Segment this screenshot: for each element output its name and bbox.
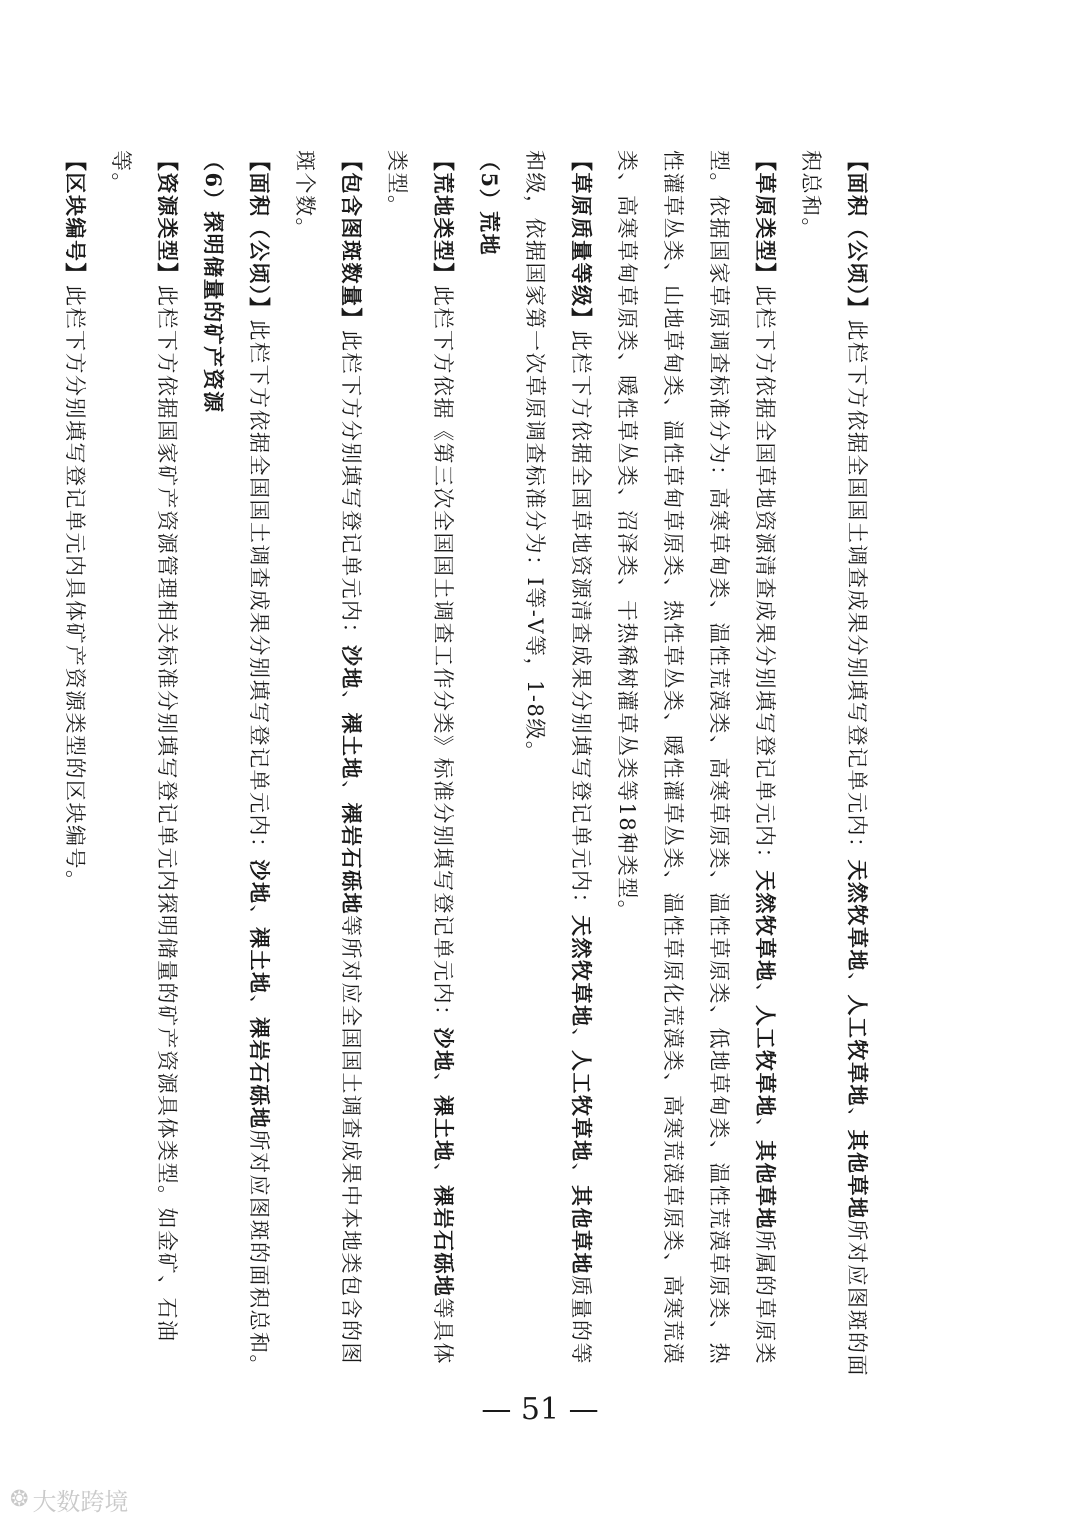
bold-term: 其他草地 <box>845 1129 870 1220</box>
paragraph-label: 【面积（公顷）】 <box>247 150 272 320</box>
text-run: 此栏下方依据全国国土调查成果分别填写登记单元内： <box>247 319 271 860</box>
text-run: 、 <box>247 994 271 1017</box>
paragraph <box>604 150 788 1380</box>
text-run: 、 <box>569 1162 593 1185</box>
bold-term: 裸土地 <box>247 927 272 995</box>
bold-term: 天然牧草地 <box>569 915 594 1028</box>
bold-term: 裸岩石砾地 <box>247 1017 272 1130</box>
paragraph <box>374 150 466 1380</box>
text-run: 所属的草原类型。依据国家草原调查标准分为：高寒草甸类、温性荒漠类、高寒草原类、温性草原类、低地草甸类、温性荒漠草原类、热性灌草丛类、山地草甸类、温性草甸草原类、热性草丛类、暖性灌草丛类、温性草原化荒漠类、高寒荒漠草原类、高寒荒漠类、高寒草甸草原类、暖性草丛类、沼泽类、干热稀树灌草丛类等18种类型。 <box>615 150 777 1365</box>
bold-term: 沙地 <box>247 859 272 905</box>
paragraph <box>788 150 880 1380</box>
watermark-logo-icon: ❂ <box>10 1487 29 1512</box>
section-heading: （5）荒地 <box>477 150 502 257</box>
watermark-text: 大数跨境 <box>32 1488 129 1516</box>
paragraph <box>282 150 374 1380</box>
text-run: 此栏下方依据全国草地资源清查成果分别填写登记单元内： <box>569 330 593 915</box>
text-run: 、 <box>339 690 363 713</box>
text-run: 、 <box>845 972 869 995</box>
section-heading: （6）探明储量的矿产资源 <box>201 150 226 414</box>
paragraph-label: 【面积（公顷）】 <box>845 150 870 320</box>
text-run: 、 <box>247 904 271 927</box>
text-run: 等所对应全国国土调查成果中本地类包含的图斑个数。 <box>293 150 363 1365</box>
text-run: 所对应图斑的面积总和。 <box>799 150 869 1377</box>
text-run: 此栏下方依据《第三次全国国土调查工作分类》标准分别填写登记单元内： <box>431 285 455 1028</box>
page-number: — 51 — <box>481 1392 599 1427</box>
bold-term: 沙地 <box>431 1027 456 1073</box>
watermark <box>10 1482 128 1517</box>
bold-term: 人工牧草地 <box>845 994 870 1107</box>
paragraph-label: 【草原类型】 <box>753 150 778 285</box>
text-run: 、 <box>753 1117 777 1140</box>
bold-term: 人工牧草地 <box>569 1050 594 1163</box>
paragraph-label: 【包含图斑数量】 <box>339 150 364 330</box>
text-run: 、 <box>753 982 777 1005</box>
text-run: 、 <box>431 1162 455 1185</box>
paragraph-label: 【草原质量等级】 <box>569 150 594 330</box>
text-run: 此栏下方分别填写登记单元内具体矿产资源类型的区块编号。 <box>63 285 87 893</box>
bold-term: 裸岩石砾地 <box>431 1185 456 1298</box>
paragraph-label: 【荒地类型】 <box>431 150 456 285</box>
paragraph <box>52 150 98 1380</box>
text-run: 质量的等和级，依据国家第一次草原调查标准分为：Ⅰ等-Ⅴ等，1-8级。 <box>523 150 593 1365</box>
text-run: 此栏下方依据全国草地资源清查成果分别填写登记单元内： <box>753 285 777 870</box>
bold-term: 天然牧草地 <box>845 859 870 972</box>
bold-term: 沙地 <box>339 645 364 690</box>
text-run: 、 <box>569 1027 593 1050</box>
paragraph <box>98 150 190 1380</box>
document-body <box>63 150 880 1380</box>
text-run: 、 <box>845 1107 869 1130</box>
text-run: 、 <box>339 780 363 803</box>
bold-term: 其他草地 <box>753 1140 778 1230</box>
text-run: 等具体类型。 <box>385 150 455 1365</box>
bold-term: 裸岩石砾地 <box>339 802 364 915</box>
bold-term: 天然牧草地 <box>753 870 778 983</box>
bold-term: 裸土地 <box>431 1095 456 1163</box>
bold-term: 裸土地 <box>339 712 364 780</box>
text-run: 此栏下方依据国家矿产资源管理相关标准分别填写登记单元内探明储量的矿产资源具体类型。如金矿、石油等。 <box>109 150 179 1343</box>
text-run: 、 <box>431 1072 455 1095</box>
paragraph <box>236 150 282 1380</box>
paragraph <box>512 150 604 1380</box>
text-run: 此栏下方分别填写登记单元内： <box>339 330 363 645</box>
bold-term: 人工牧草地 <box>753 1005 778 1118</box>
text-run: 此栏下方依据全国国土调查成果分别填写登记单元内： <box>845 319 869 860</box>
bold-term: 其他草地 <box>569 1185 594 1275</box>
paragraph-label: 【资源类型】 <box>155 150 180 285</box>
paragraph-label: 【区块编号】 <box>63 150 88 285</box>
text-run: 所对应图斑的面积总和。 <box>247 1129 271 1377</box>
